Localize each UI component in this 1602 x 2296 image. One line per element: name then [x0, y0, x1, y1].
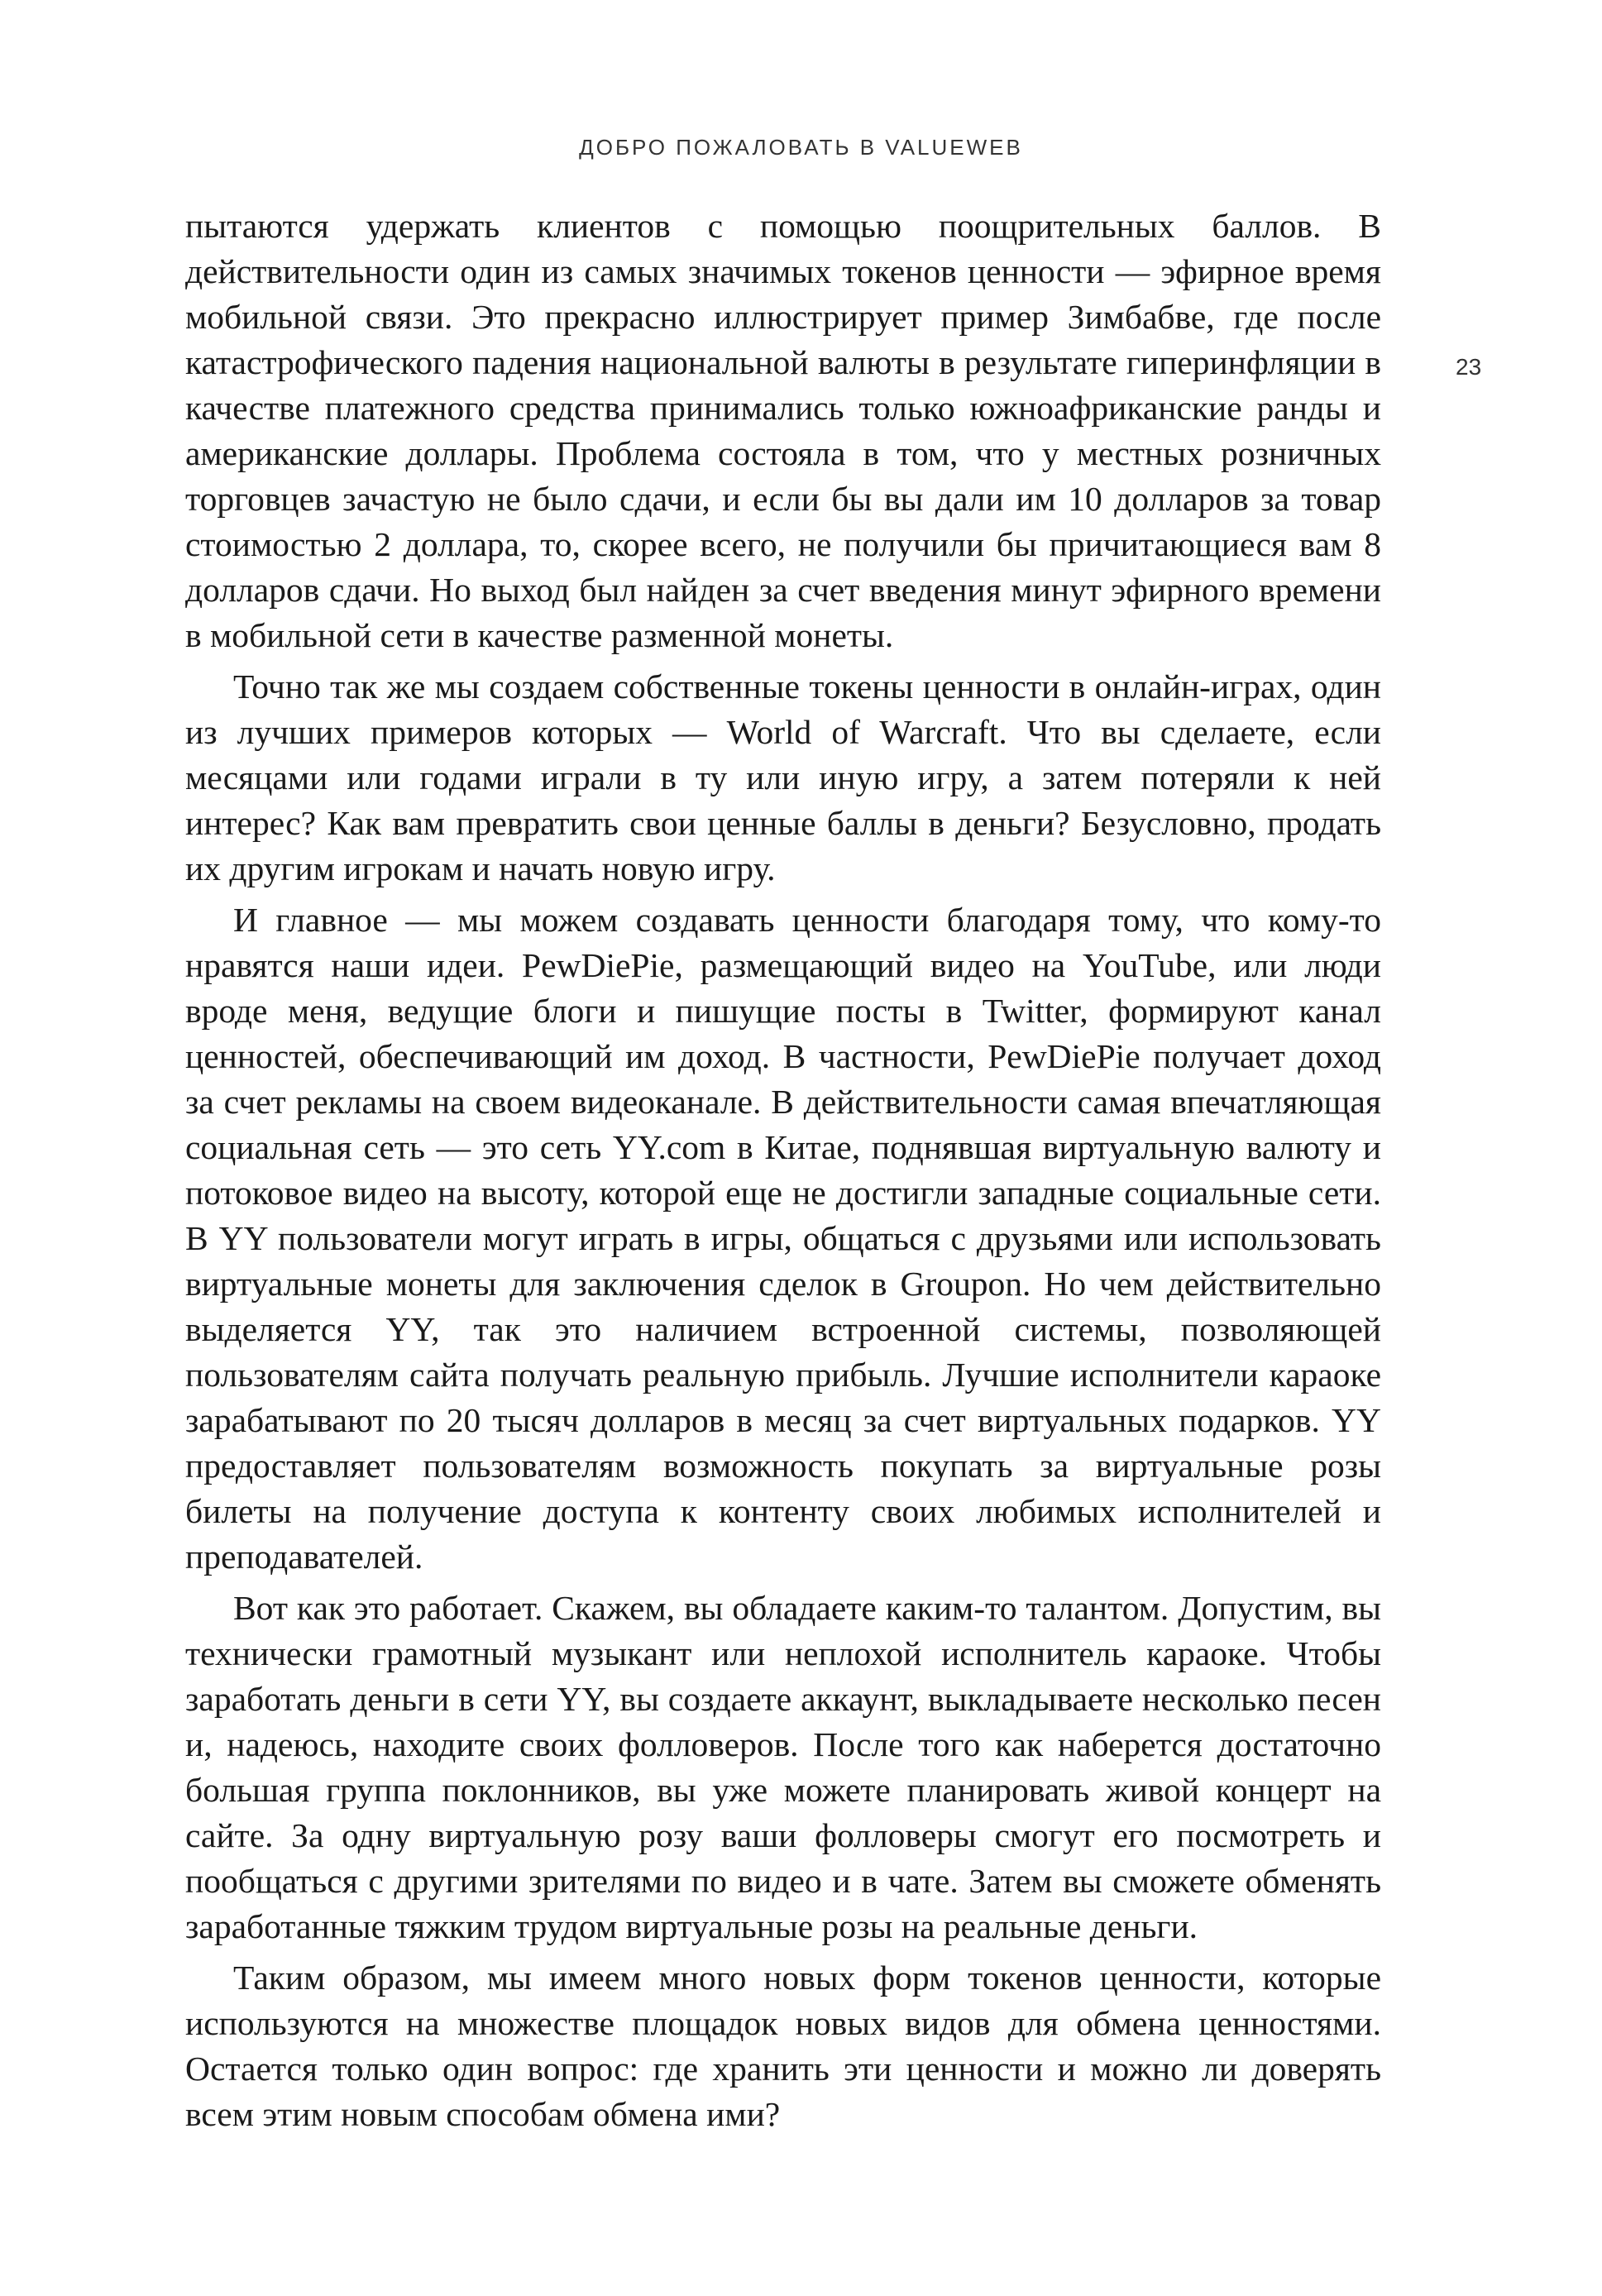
paragraph: И главное — мы можем создавать ценности благодаря тому, что кому-то нравятся наши идеи. PewDiePie, размещающий видео на YouTube, или люди вроде меня, ведущие блоги и пишущие посты в Twitter, формируют канал ценностей, обеспечивающий им доход. В частности, PewDiePie получает доход за счет рекламы на своем видеоканале. В действительности самая впечатляющая социальная сеть — это сеть YY.com в Китае, поднявшая виртуальную валюту и потоковое видео на высоту, которой еще не достигли западные социальные сети. В YY пользователи могут играть в игры, общаться с друзьями или использовать виртуальные монеты для заключения сделок в Groupon. Но чем действительно выделяется YY, так это наличием встроенной системы, позволяющей пользователям сайта получать реальную прибыль. Лучшие исполнители караоке зарабатывают по 20 тысяч долларов в месяц за счет виртуальных подарков. YY предоставляет пользователям возможность покупать за виртуальные розы билеты на получение доступа к контенту своих любимых исполнителей и преподавателей. [185, 901, 1381, 1576]
paragraph: пытаются удержать клиентов с помощью поощрительных баллов. В действительности один из самых значимых токенов ценности — эфирное время мобильной связи. Это прекрасно иллюстрирует пример Зимбабве, где после катастрофического падения национальной валюты в результате гиперинфляции в качестве платежного средства принимались только южноафриканские ранды и американские доллары. Проблема состояла в том, что у местных розничных торговцев зачастую не было сдачи, и если бы вы дали им 10 долларов за товар стоимостью 2 доллара, то, скорее всего, не получили бы причитающиеся вам 8 долларов сдачи. Но выход был найден за счет введения минут эфирного времени в мобильной сети в качестве разменной монеты. [185, 207, 1381, 654]
body-text [185, 203, 1381, 2143]
paragraph: Таким образом, мы имеем много новых форм токенов ценности, которые используются на множестве площадок новых видов для обмена ценностями. Остается только один вопрос: где хранить эти ценности и можно ли доверять всем этим новым способам обмена ими? [185, 1959, 1381, 2133]
page-number: 23 [1456, 354, 1482, 380]
running-header: ДОБРО ПОЖАЛОВАТЬ В VALUEWEB [579, 135, 1023, 160]
paragraph: Точно так же мы создаем собственные токены ценности в онлайн-играх, один из лучших примеров которых — World of Warcraft. Что вы сделаете, если месяцами или годами играли в ту или иную игру, а затем потеряли к ней интерес? Как вам превратить свои ценные баллы в деньги? Безусловно, продать их другим игрокам и начать новую игру. [185, 667, 1381, 887]
paragraph: Вот как это работает. Скажем, вы обладаете каким-то талантом. Допустим, вы технически грамотный музыкант или неплохой исполнитель караоке. Чтобы заработать деньги в сети YY, вы создаете аккаунт, выкладываете несколько песен и, надеюсь, находите своих фолловеров. После того как наберется достаточно большая группа поклонников, вы уже можете планировать живой концерт на сайте. За одну виртуальную розу ваши фолловеры смогут его посмотреть и пообщаться с другими зрителями по видео и в чате. Затем вы сможете обменять заработанные тяжким трудом виртуальные розы на реальные деньги. [185, 1589, 1381, 1945]
